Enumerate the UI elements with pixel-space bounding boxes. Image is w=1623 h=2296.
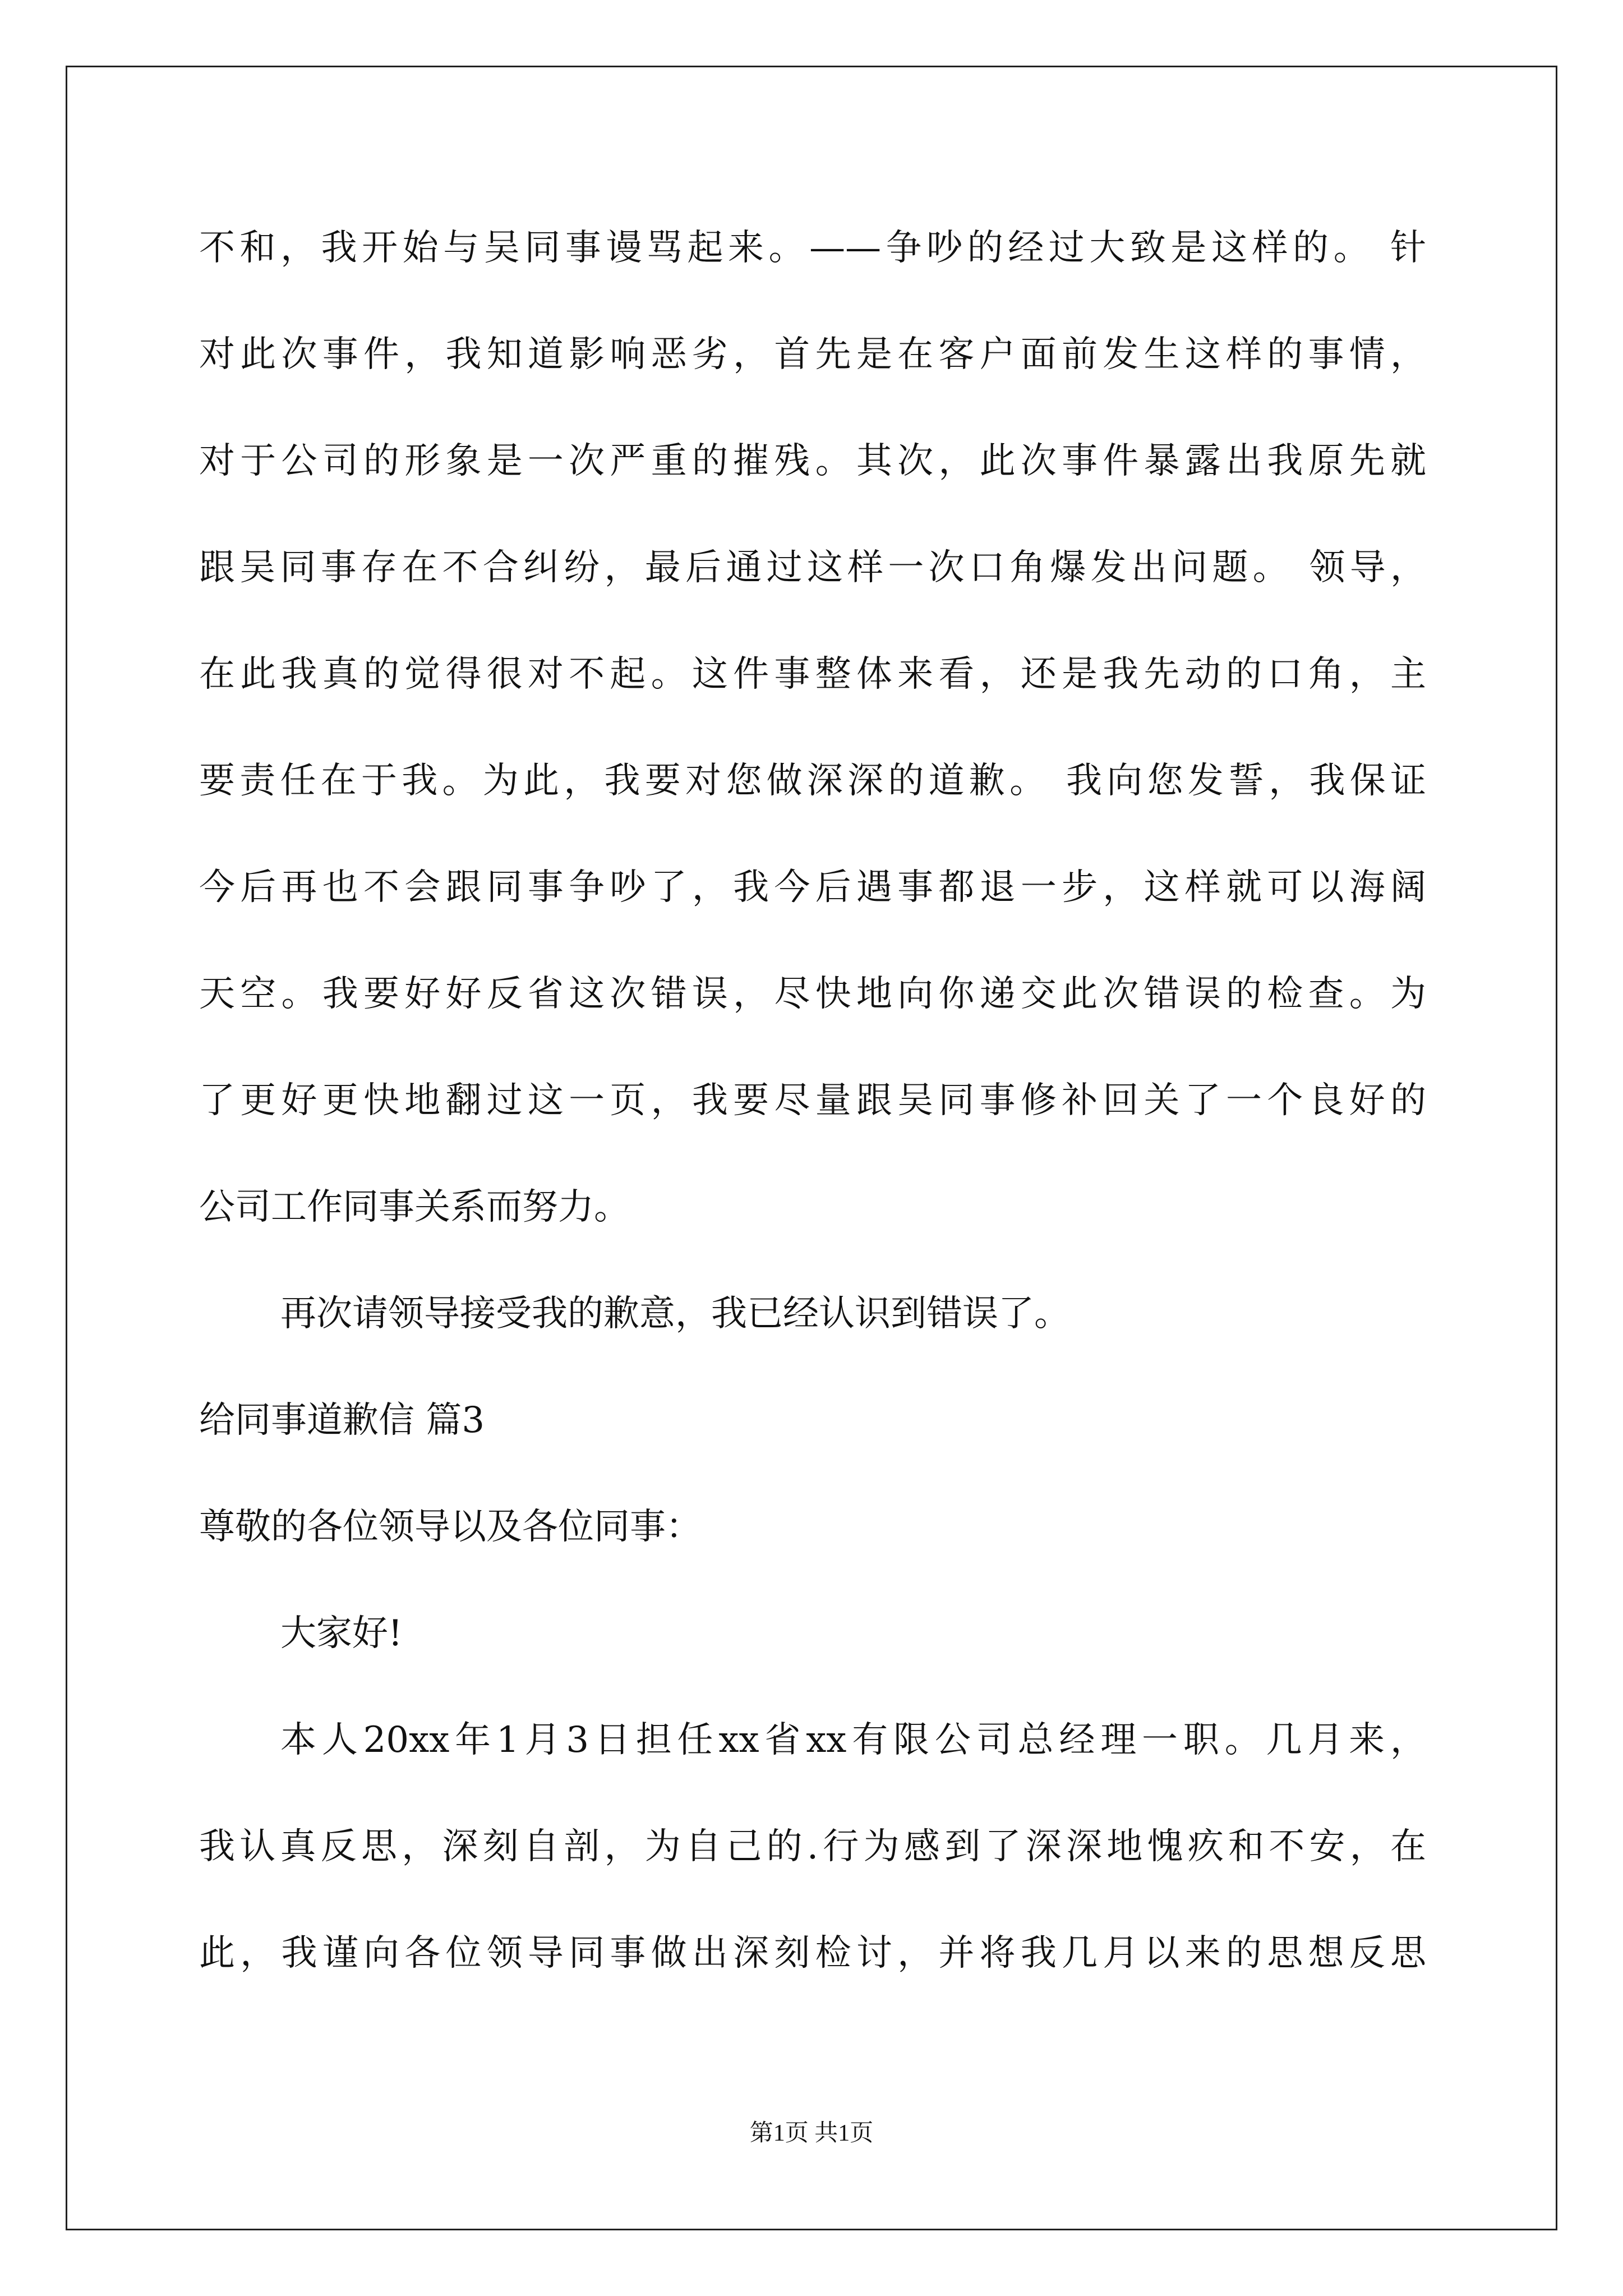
body-line-5: 在此我真的觉得很对不起。这件事整体来看，还是我先动的口角，主 [199, 654, 1426, 695]
body-line-1: 不和，我开始与吴同事谩骂起来。——争吵的经过大致是这样的。 针 [199, 227, 1426, 269]
letter-line-1: 本人20xx年1月3日担任xx省xx有限公司总经理一职。几月来， [280, 1719, 1426, 1761]
letter-line-3: 此，我谨向各位领导同事做出深刻检讨，并将我几月以来的思想反思 [199, 1932, 1426, 1974]
section-heading: 给同事道歉信 篇3 [199, 1400, 485, 1441]
body-line-7: 今后再也不会跟同事争吵了，我今后遇事都退一步，这样就可以海阔 [199, 867, 1426, 908]
page-footer: 第1页 共1页 [749, 2120, 874, 2146]
body-line-2: 对此次事件，我知道影响恶劣，首先是在客户面前发生这样的事情， [199, 334, 1426, 375]
letter-line-2: 我认真反思，深刻自剖，为自己的.行为感到了深深地愧疚和不安，在 [199, 1826, 1426, 1867]
greeting: 大家好! [280, 1613, 403, 1654]
page-border [66, 66, 1557, 2230]
body-line-9: 了更好更快地翻过这一页，我要尽量跟吴同事修补回关了一个良好的 [199, 1080, 1426, 1121]
closing-paragraph: 再次请领导接受我的歉意，我已经认识到错误了。 [280, 1293, 1070, 1335]
body-line-8: 天空。我要好好反省这次错误，尽快地向你递交此次错误的检查。为 [199, 973, 1426, 1015]
body-line-3: 对于公司的形象是一次严重的摧残。其次，此次事件暴露出我原先就 [199, 440, 1426, 482]
salutation: 尊敬的各位领导以及各位同事： [199, 1506, 702, 1548]
body-line-10: 公司工作同事关系而努力。 [199, 1186, 630, 1228]
body-line-4: 跟吴同事存在不合纠纷，最后通过这样一次口角爆发出问题。 领导， [199, 547, 1426, 588]
body-line-6: 要责任在于我。为此，我要对您做深深的道歉。 我向您发誓，我保证 [199, 760, 1426, 802]
